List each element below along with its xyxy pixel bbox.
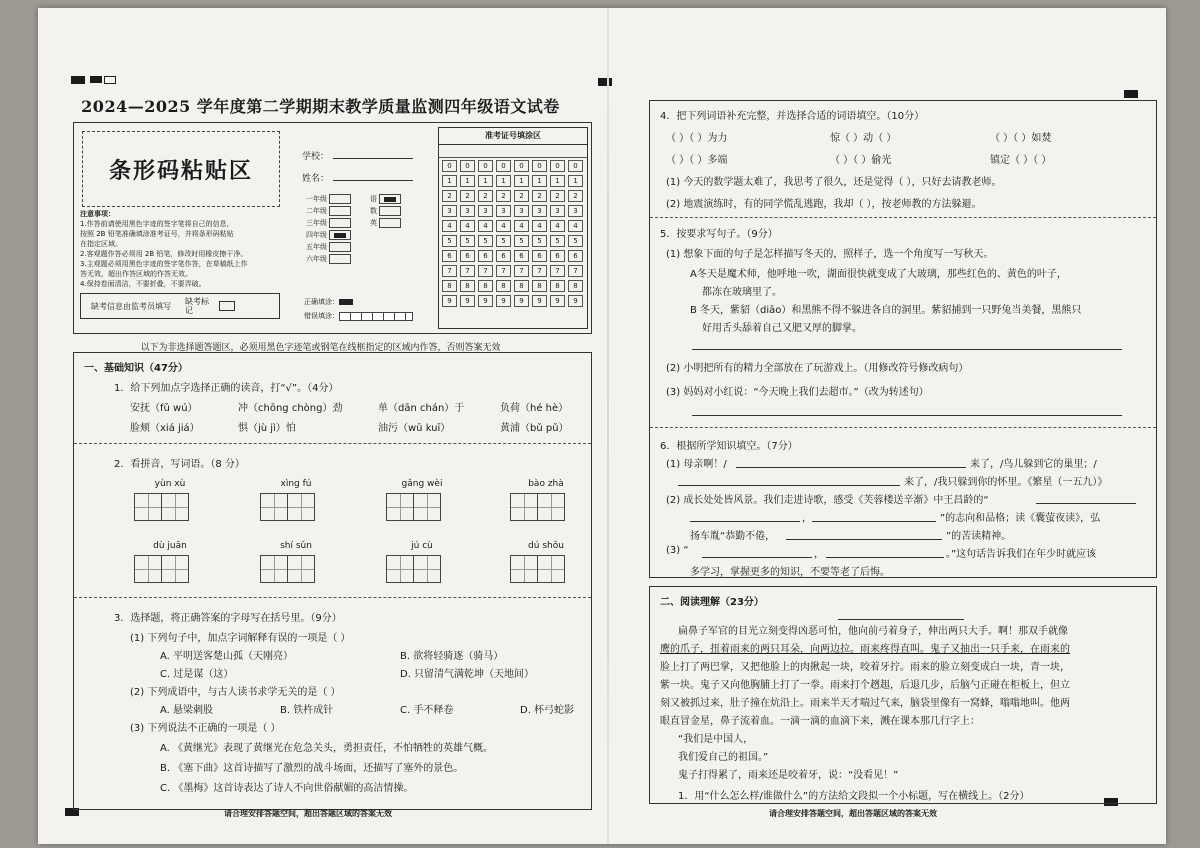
q3-option[interactable]: D. 只留清气满乾坤（天地间） <box>400 669 535 680</box>
q4-blank[interactable]: 惊（ ）动（ ） <box>830 133 897 144</box>
id-digit-bubble[interactable]: 2 <box>514 190 529 202</box>
pinyin-label: shí sǔn <box>280 541 312 551</box>
q6-2-text: ”的志向和品格；读《囊萤夜读》，弘 <box>940 513 1101 524</box>
subject-label: 数 <box>370 207 377 215</box>
subject-box[interactable] <box>379 218 401 228</box>
subject-option[interactable] <box>370 205 401 217</box>
id-digit-bubble[interactable]: 1 <box>478 175 493 187</box>
pinyin-label: bào zhà <box>528 479 564 489</box>
school-label: 学校： <box>302 152 330 162</box>
pinyin-label: jú cù <box>411 541 433 551</box>
id-digit-row <box>439 203 587 218</box>
id-digit-bubble[interactable]: 3 <box>460 205 475 217</box>
id-digit-bubble[interactable]: 3 <box>496 205 511 217</box>
grade-label: 五年级 <box>306 243 327 251</box>
id-digit-bubble[interactable]: 0 <box>532 160 547 172</box>
header-info-box <box>73 122 592 334</box>
id-digit-bubble[interactable]: 3 <box>568 205 583 217</box>
section-questions-4-6 <box>649 100 1157 578</box>
id-digit-bubble[interactable]: 8 <box>514 280 529 292</box>
id-digit-bubble[interactable]: 6 <box>514 250 529 262</box>
pinyin-label: dù juān <box>153 541 187 551</box>
id-digit-bubble[interactable]: 2 <box>442 190 457 202</box>
divider <box>74 597 591 598</box>
q5-example-a: 都冻在玻璃里了。 <box>702 287 782 298</box>
q3-option[interactable]: B. 铁杵成针 <box>280 705 334 716</box>
subject-label: 语 <box>370 195 377 203</box>
note-line: 按照 2B 铅笔准确填涂准考证号，并将条形码粘贴 <box>80 230 234 238</box>
part1-title: 一、基础知识（47分） <box>84 363 188 374</box>
fill-wrong-label: 错误填涂： <box>304 312 339 320</box>
pinyin-label: yùn xù <box>154 479 186 489</box>
id-digit-bubble[interactable]: 5 <box>532 235 547 247</box>
reading-line: “我们是中国人， <box>678 734 754 745</box>
pinyin-label: xìng fú <box>280 479 312 489</box>
notes-title: 注意事项： <box>80 210 115 218</box>
id-digit-bubble[interactable]: 6 <box>568 250 583 262</box>
fill-blank[interactable] <box>736 467 966 468</box>
grade-label: 一年级 <box>306 195 327 203</box>
grade-box[interactable] <box>329 206 351 216</box>
id-digit-bubble[interactable]: 2 <box>568 190 583 202</box>
q4-blank[interactable]: （ ）（ ）如焚 <box>990 133 1052 144</box>
missing-label: 缺考信息由监考员填写 <box>91 301 171 311</box>
id-digit-bubble[interactable]: 4 <box>514 220 529 232</box>
id-digit-bubble[interactable]: 5 <box>514 235 529 247</box>
id-digit-bubble[interactable]: 4 <box>532 220 547 232</box>
barcode-area: 条形码粘贴区 <box>82 131 280 207</box>
q1-item[interactable]: 惧（jù jì）怕 <box>238 423 296 434</box>
reading-line: 我们爱自己的祖国。” <box>678 752 769 763</box>
id-digit-bubble[interactable]: 6 <box>532 250 547 262</box>
id-digit-bubble[interactable]: 5 <box>478 235 493 247</box>
q3-option[interactable]: A. 平明送客楚山孤（天刚亮） <box>160 651 294 662</box>
grade-option[interactable] <box>306 241 351 253</box>
q1-item[interactable]: 单（dān chán）于 <box>378 403 465 414</box>
id-digit-row <box>439 173 587 188</box>
q6-1-text: (1) 母亲啊！/ <box>666 459 727 470</box>
q6-2-text: ， <box>802 513 812 524</box>
school-input-line[interactable] <box>333 158 413 159</box>
q6-2-text: ”的苦读精神。 <box>946 531 1012 542</box>
fill-blank[interactable] <box>812 521 936 522</box>
id-digit-bubble[interactable]: 4 <box>496 220 511 232</box>
exam-title: 2024—2025 学年度第二学期期末教学质量监测四年级语文试卷 <box>81 97 560 116</box>
q1-item[interactable]: 油污（wū kuī） <box>378 423 451 434</box>
id-digit-row <box>439 293 587 308</box>
reading-line <box>678 623 1068 642</box>
id-digit-bubble[interactable]: 3 <box>478 205 493 217</box>
q3-option[interactable]: C. 手不释卷 <box>400 705 454 716</box>
id-digit-bubble[interactable]: 1 <box>496 175 511 187</box>
fill-blank[interactable] <box>786 539 942 540</box>
id-digit-bubble[interactable]: 9 <box>478 295 493 307</box>
fill-correct-label: 正确填涂： <box>304 298 339 306</box>
id-digit-bubble[interactable]: 6 <box>496 250 511 262</box>
q3-option[interactable]: A. 《黄继光》表现了黄继光在危急关头，勇担责任，不怕牺牲的英雄气概。 <box>160 743 494 754</box>
grade-box[interactable] <box>329 218 351 228</box>
id-digit-bubble[interactable]: 2 <box>460 190 475 202</box>
q3-2-prompt: (2) 下列成语中，与古人读书求学无关的是（ ） <box>130 687 341 698</box>
q1-item[interactable]: 黄浦（bǔ pǔ） <box>500 423 569 434</box>
grade-box[interactable] <box>329 194 351 204</box>
divider <box>650 427 1156 428</box>
answer-line[interactable] <box>692 415 1122 416</box>
id-digit-bubble[interactable]: 4 <box>550 220 565 232</box>
id-digit-bubble[interactable]: 6 <box>550 250 565 262</box>
grade-label: 六年级 <box>306 255 327 263</box>
q3-option[interactable]: B. 欲将轻骑逐（骑马） <box>400 651 504 662</box>
id-digit-bubble[interactable]: 0 <box>496 160 511 172</box>
reading-text: 扁鼻子军官的目光立刻变得凶恶可怕，他向前弓着身子，伸出两只大手。啊！那双手就像 <box>678 626 1068 637</box>
id-digit-bubble[interactable]: 1 <box>568 175 583 187</box>
q3-option[interactable]: B. 《塞下曲》这首诗描写了激烈的战斗场面，还描写了塞外的景色。 <box>160 763 464 774</box>
id-digit-bubble[interactable]: 6 <box>478 250 493 262</box>
id-digit-bubble[interactable]: 9 <box>496 295 511 307</box>
reading-q1: 1．用“什么怎么样/谁做什么”的方法给文段拟一个小标题，写在横线上。（2分） <box>678 791 1030 802</box>
id-digit-bubble[interactable]: 0 <box>514 160 529 172</box>
id-digit-bubble[interactable]: 5 <box>568 235 583 247</box>
id-digit-bubble[interactable]: 1 <box>460 175 475 187</box>
q1-item[interactable]: 负荷（hé hè） <box>500 403 569 414</box>
reading-line: 鹰的爪子，扭着雨来的两只耳朵，向两边拉。雨来疼得直叫。鬼子又抽出一只手来，在雨来的 <box>660 644 1070 655</box>
id-input-row <box>439 145 587 158</box>
fill-blank[interactable] <box>1036 503 1136 504</box>
pinyin-label: gǎng wèi <box>401 479 443 489</box>
fill-blank[interactable] <box>702 557 812 558</box>
fill-blank[interactable] <box>826 557 944 558</box>
subject-box[interactable] <box>379 206 401 216</box>
id-digit-bubble[interactable]: 4 <box>460 220 475 232</box>
notes <box>80 209 285 289</box>
id-input-cell[interactable] <box>442 146 455 156</box>
subject-label: 英 <box>370 219 377 227</box>
q1-item[interactable]: 脸颊（xiá jiá） <box>130 423 200 434</box>
id-digit-row <box>439 218 587 233</box>
id-digit-bubble[interactable]: 8 <box>496 280 511 292</box>
q5-prompt: 5．按要求写句子。（9分） <box>660 229 778 240</box>
section-reading <box>649 586 1157 804</box>
id-digit-bubble[interactable]: 0 <box>568 160 583 172</box>
name-input-line[interactable] <box>333 180 413 181</box>
note-line: 在指定区域。 <box>80 240 122 248</box>
id-digit-bubble[interactable]: 4 <box>568 220 583 232</box>
id-digit-bubble[interactable]: 2 <box>550 190 565 202</box>
fill-blank[interactable] <box>690 521 800 522</box>
id-digit-bubble[interactable]: 7 <box>496 265 511 277</box>
id-digit-bubble[interactable]: 9 <box>568 295 583 307</box>
id-digit-bubble[interactable]: 8 <box>460 280 475 292</box>
subject-box-filled[interactable] <box>379 194 401 204</box>
q4-blank[interactable]: （ ）（ ）多端 <box>666 155 728 166</box>
divider <box>74 443 591 444</box>
q5-example-a: A冬天是魔术师，他呼地一吹，湖面很快就变成了大玻璃，那些红色的、黄色的叶子， <box>690 269 1067 280</box>
grade-option[interactable] <box>306 193 351 205</box>
id-digit-bubble[interactable]: 2 <box>496 190 511 202</box>
writing-grid[interactable] <box>386 493 440 521</box>
q4-blank[interactable]: （ ）（ ）偷光 <box>830 155 892 166</box>
q6-3-text: 多学习，掌握更多的知识，不要等老了后悔。 <box>690 567 890 578</box>
grade-option[interactable] <box>306 229 351 241</box>
school-field[interactable] <box>302 149 413 162</box>
id-digit-bubble[interactable]: 6 <box>442 250 457 262</box>
id-digit-bubble[interactable]: 0 <box>550 160 565 172</box>
fill-blank[interactable] <box>678 485 900 486</box>
id-digit-bubble[interactable]: 9 <box>442 295 457 307</box>
part2-title: 二、阅读理解（23分） <box>660 597 764 608</box>
id-digit-bubble[interactable]: 7 <box>532 265 547 277</box>
right-page <box>615 8 1166 844</box>
id-digit-bubble[interactable]: 1 <box>514 175 529 187</box>
q6-2-text: (2) 成长处处皆风景。我们走进诗歌，感受《芙蓉楼送辛渐》中王昌龄的“ <box>666 495 989 506</box>
id-digit-bubble[interactable]: 3 <box>532 205 547 217</box>
id-digit-row <box>439 233 587 248</box>
q3-prompt: 3．选择题，将正确答案的字母写在括号里。（9分） <box>114 613 342 624</box>
q3-option[interactable]: C. 过是谋（这） <box>160 669 234 680</box>
q4-sentence[interactable]: (1) 今天的数学题太难了，我思考了很久，还是觉得（ ），只好去请教老师。 <box>666 177 1002 188</box>
subject-option[interactable] <box>370 193 401 205</box>
id-grid-title: 准考证号填涂区 <box>439 128 587 145</box>
id-digit-bubble[interactable]: 1 <box>550 175 565 187</box>
fill-wrong-sample <box>339 312 413 321</box>
grade-selector <box>306 193 351 265</box>
fill-correct-sample <box>339 299 353 305</box>
id-digit-bubble[interactable]: 0 <box>442 160 457 172</box>
missing-mark-checkbox[interactable] <box>219 301 235 311</box>
id-digit-bubble[interactable]: 2 <box>532 190 547 202</box>
note-line: 3.主观题必须用黑色字迹的签字笔作答，在草稿纸上作 <box>80 260 248 268</box>
q4-blank[interactable]: 镇定（ ）（ ） <box>990 155 1052 166</box>
reading-line: 鬼子打得累了，雨来还是咬着牙，说：“没看见！” <box>678 770 899 781</box>
id-digit-bubble[interactable]: 3 <box>442 205 457 217</box>
id-digit-bubble[interactable]: 9 <box>550 295 565 307</box>
q6-3-text: 。”这句话告诉我们在年少时就应该 <box>946 549 1097 560</box>
q4-blank[interactable]: （ ）（ ）为力 <box>666 133 728 144</box>
id-digit-bubble[interactable]: 5 <box>496 235 511 247</box>
id-digit-row <box>439 248 587 263</box>
id-digit-row <box>439 278 587 293</box>
id-digit-bubble[interactable]: 7 <box>460 265 475 277</box>
note-line: 答无效，超出作答区域的作答无效。 <box>80 270 192 278</box>
q6-1-text: 来了，/鸟儿躲到它的巢里；/ <box>970 459 1097 470</box>
q1-prompt: 1．给下列加点字选择正确的读音，打“√”。（4分） <box>114 383 339 394</box>
reading-line: 紫一块。鬼子又向他胸脯上打了一拳。雨来打个趔趄，后退几步，后脑勺正碰在柜板上，但立 <box>660 680 1070 691</box>
grade-box-filled[interactable] <box>329 230 351 240</box>
subject-selector <box>370 193 401 229</box>
writing-grid[interactable] <box>134 555 188 583</box>
q5-2-prompt: (2) 小明把所有的精力全部放在了玩游戏上。（用修改符号修改病句） <box>666 363 969 374</box>
id-digit-bubble[interactable]: 1 <box>532 175 547 187</box>
answer-notice: 以下为非选择题答题区，必须用黑色字迹笔或钢笔在线框指定的区域内作答，否则答案无效 <box>140 343 501 353</box>
left-page <box>38 8 603 844</box>
writing-grid[interactable] <box>134 493 188 521</box>
grade-option[interactable] <box>306 205 351 217</box>
q5-example-b: B 冬天，紫貂（diāo）和黑熊不得不躲进各自的洞里。紫貂捕到一只野兔当美餐，黑熊只 <box>690 305 1082 316</box>
q6-3-text: ， <box>814 549 824 560</box>
grade-label: 四年级 <box>306 231 327 239</box>
id-digit-bubble[interactable]: 3 <box>514 205 529 217</box>
subtitle-answer-line[interactable] <box>838 619 964 620</box>
id-digit-bubble[interactable]: 0 <box>478 160 493 172</box>
grade-option[interactable] <box>306 217 351 229</box>
q6-prompt: 6．根据所学知识填空。（7分） <box>660 441 798 452</box>
q4-sentence[interactable]: (2) 地震演练时，有的同学慌乱逃跑，我却（ ），按老师教的方法躲避。 <box>666 199 982 210</box>
q5-3-prompt: (3) 妈妈对小红说：“今天晚上我们去超市。”（改为转述句） <box>666 387 929 398</box>
reading-line: 脸上打了两巴掌，又把他脸上的肉揪起一块，咬着牙拧。雨来的脸立刻变成白一块，青一块， <box>660 662 1070 673</box>
grade-box[interactable] <box>329 242 351 252</box>
footer-note: 请合理安排答题空间，超出答题区域的答案无效 <box>769 809 937 818</box>
id-digit-bubble[interactable]: 8 <box>568 280 583 292</box>
q3-1-prompt: (1) 下列句子中，加点字词解释有误的一项是（ ） <box>130 633 351 644</box>
grade-label: 三年级 <box>306 219 327 227</box>
id-digit-bubble[interactable]: 7 <box>550 265 565 277</box>
writing-grid[interactable] <box>260 493 314 521</box>
note-line: 2.客观题作答必须用 2B 铅笔，修改时用橡皮擦干净。 <box>80 250 248 258</box>
name-label: 姓名： <box>302 174 330 184</box>
q6-1-text: 来了，/我只躲到你的怀里。《繁星（一五九）》 <box>904 477 1108 488</box>
id-digit-bubble[interactable]: 7 <box>442 265 457 277</box>
writing-grid[interactable] <box>386 555 440 583</box>
id-digit-bubble[interactable]: 7 <box>514 265 529 277</box>
answer-line[interactable] <box>692 349 1122 350</box>
name-field[interactable] <box>302 171 413 184</box>
id-digit-bubble[interactable]: 4 <box>442 220 457 232</box>
q3-option[interactable]: A. 悬梁刺股 <box>160 705 214 716</box>
id-digit-bubble[interactable]: 8 <box>532 280 547 292</box>
id-digit-bubble[interactable]: 2 <box>478 190 493 202</box>
id-digit-bubble[interactable]: 8 <box>550 280 565 292</box>
id-digit-bubble[interactable]: 5 <box>460 235 475 247</box>
id-digit-bubble[interactable]: 9 <box>460 295 475 307</box>
id-digit-bubble[interactable]: 0 <box>460 160 475 172</box>
missing-mark-label: 缺考标记 <box>185 297 209 315</box>
id-digit-bubble[interactable]: 7 <box>478 265 493 277</box>
q6-2-text: 扬车胤“恭勤不倦， <box>690 531 776 542</box>
q5-example-b: 好用舌头舔着自己又肥又厚的脚掌。 <box>702 323 862 334</box>
id-digit-bubble[interactable]: 1 <box>442 175 457 187</box>
q3-option[interactable]: D. 杯弓蛇影 <box>520 705 575 716</box>
id-digit-bubble[interactable]: 9 <box>532 295 547 307</box>
footer-note: 请合理安排答题空间，超出答题区域的答案无效 <box>224 809 392 818</box>
id-digit-bubble[interactable]: 3 <box>550 205 565 217</box>
id-digit-bubble[interactable]: 4 <box>478 220 493 232</box>
fill-example <box>304 295 413 323</box>
id-digit-bubble[interactable]: 6 <box>460 250 475 262</box>
q1-item[interactable]: 安抚（fǔ wú） <box>130 403 198 414</box>
id-digit-bubble[interactable]: 7 <box>568 265 583 277</box>
id-digit-bubble[interactable]: 8 <box>478 280 493 292</box>
q3-option[interactable]: C. 《墨梅》这首诗表达了诗人不向世俗献媚的高洁情操。 <box>160 783 414 794</box>
reading-line: 眼直冒金星，鼻子流着血。一滴一滴的血滴下来，溅在课本那几行字上： <box>660 716 980 727</box>
id-digit-bubble[interactable]: 5 <box>550 235 565 247</box>
candidate-id-grid <box>438 127 588 329</box>
writing-grid[interactable] <box>510 555 564 583</box>
missing-exam-box <box>80 293 280 319</box>
q6-3-text: (3) “ <box>666 545 689 556</box>
q4-prompt: 4．把下列词语补充完整，并选择合适的词语填空。（10分） <box>660 111 925 122</box>
id-digit-row <box>439 188 587 203</box>
grade-box[interactable] <box>329 254 351 264</box>
id-digit-row <box>439 158 587 173</box>
id-digit-bubble[interactable]: 5 <box>442 235 457 247</box>
writing-grid[interactable] <box>260 555 314 583</box>
note-line: 1.作答前请使用黑色字迹的签字笔将自己的信息， <box>80 220 234 228</box>
id-digit-row <box>439 263 587 278</box>
reading-line: 刻又被抓过来，肚子撞在炕沿上。雨来半天才喘过气来，脑袋里像有一窝蜂，嗡嗡地叫。他两 <box>660 698 1070 709</box>
grade-label: 二年级 <box>306 207 327 215</box>
exam-sheet <box>38 8 1166 844</box>
q1-item[interactable]: 冲（chōng chòng）劲 <box>238 403 343 414</box>
id-digit-bubble[interactable]: 9 <box>514 295 529 307</box>
q5-1-prompt: (1) 想象下面的句子是怎样描写冬天的，照样子，选一个角度写一写秋天。 <box>666 249 994 260</box>
writing-grid[interactable] <box>510 493 564 521</box>
divider <box>650 217 1156 218</box>
pinyin-label: dú shǒu <box>528 541 564 551</box>
grade-option[interactable] <box>306 253 351 265</box>
id-digit-bubble[interactable]: 8 <box>442 280 457 292</box>
q3-3-prompt: (3) 下列说法不正确的一项是（ ） <box>130 723 281 734</box>
q2-prompt: 2．看拼音，写词语。（8 分） <box>114 459 245 470</box>
note-line: 4.保持卷面清洁，不要折叠，不要弄破。 <box>80 280 206 288</box>
section-basic-knowledge <box>73 352 592 810</box>
subject-option[interactable] <box>370 217 401 229</box>
